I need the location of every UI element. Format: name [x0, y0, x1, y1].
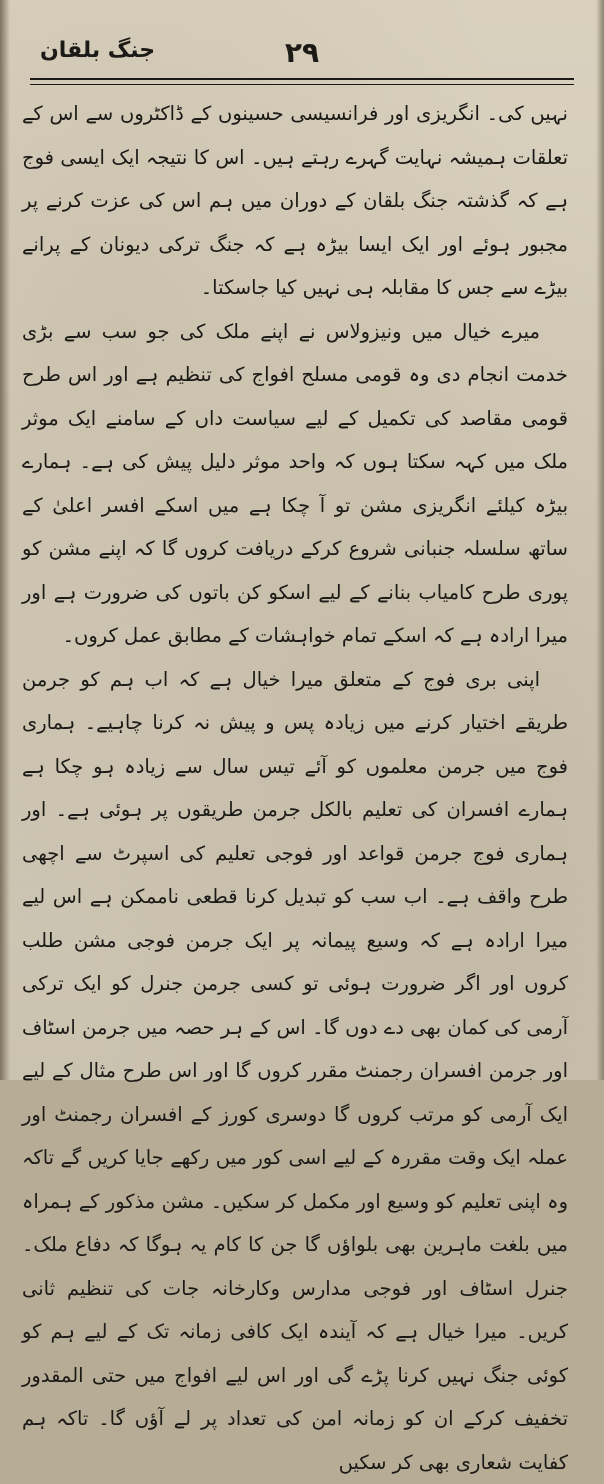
running-title: جنگ بلقان: [40, 38, 155, 63]
page-number: ۲۹: [285, 36, 319, 69]
header-rule: [30, 78, 574, 80]
page-body: [22, 92, 568, 1067]
paragraph: نہیں کی۔ انگریزی اور فرانسیسی حسینوں کے ڈاکٹروں سے اس کے تعلقات ہمیشہ نہایت گہرے رہتے ہیں۔ اس کا نتیجہ ایک ایسی فوج ہے کہ گذشتہ جنگ بلقان کے دوران میں ہم اس کی عزت کرنے پر مجبور ہوئے اور ایک ایسا بیڑہ ہے کہ جنگ ترکی دیونان کے پرانے بیڑے سے جس کا مقابلہ ہی نہیں کیا جاسکتا۔: [22, 92, 568, 310]
page-edge-left: [0, 0, 10, 1080]
page-edge-right: [596, 0, 604, 1080]
header-rule-thin: [30, 84, 574, 85]
paragraph: اپنی بری فوج کے متعلق میرا خیال ہے کہ اب ہم کو جرمن طریقے اختیار کرنے میں زیادہ پس و پیش نہ کرنا چاہیے۔ ہماری فوج میں جرمن معلموں کو آئے تیس سال سے زیادہ ہو چکا ہے ہمارے افسران کی تعلیم بالکل جرمن طریقوں پر ہوئی ہے۔ اور ہماری فوج جرمن قواعد اور فوجی تعلیم کی اسپرٹ سے اچھی طرح واقف ہے۔ اب سب کو تبدیل کرنا قطعی ناممکن ہے اس لیے میرا ارادہ ہے کہ وسیع پیمانہ پر ایک جرمن فوجی مشن طلب کروں اور اگر ضرورت ہوئی تو کسی جرمن جنرل کو ایک ترکی آرمی کی کمان بھی دے دوں گا۔ اس کے ہر حصہ میں جرمن اسٹاف اور جرمن افسران رجمنٹ مقرر کروں گا اور اس طرح مثال کے لیے ایک آرمی کو مرتب کروں گا دوسری کورز کے افسران رجمنٹ اور عملہ ایک وقت مقررہ کے لیے اسی کور میں رکھے جایا کریں گے تاکہ وہ اپنی تعلیم کو وسیع اور مکمل کر سکیں۔ مشن مذکور کے ہمراہ میں بلغت ماہرین بھی بلواؤں گا جن کا کام یہ ہوگا کہ دفاع ملک۔ جنرل اسٹاف اور فوجی مدارس وکارخانہ جات کی تنظیم ثانی کریں۔ میرا خیال ہے کہ آیندہ ایک کافی زمانہ تک کے لیے ہم کو کوئی جنگ نہیں کرنا پڑے گی اور اس لیے افواج میں حتی المقدور تخفیف کرکے ان کو زمانہ امن کی تعداد پر لے آؤں گا۔ تاکہ ہم کفایت شعاری بھی کر سکیں: [22, 658, 568, 1484]
paragraph: میرے خیال میں ونیزولاس نے اپنے ملک کی جو سب سے بڑی خدمت انجام دی وہ قومی مسلح افواج کی تنظیم ہے اور اس طرح قومی مقاصد کی تکمیل کے لیے سیاست داں کے سامنے ایک موثر ملک میں کہہ سکتا ہوں کہ واحد موثر دلیل پیش کی ہے۔ ہمارے بیڑہ کیلئے انگریزی مشن تو آ چکا ہے میں اسکے افسر اعلیٰ کے ساتھ سلسلہ جنبانی شروع کرکے دریافت کروں گا کہ اپنے مشن کو پوری طرح کامیاب بنانے کے لیے اسکو کن باتوں کی ضرورت ہے اور میرا ارادہ ہے کہ اسکے تمام خواہشات کے مطابق عمل کروں۔: [22, 310, 568, 658]
page-header: [30, 32, 574, 72]
